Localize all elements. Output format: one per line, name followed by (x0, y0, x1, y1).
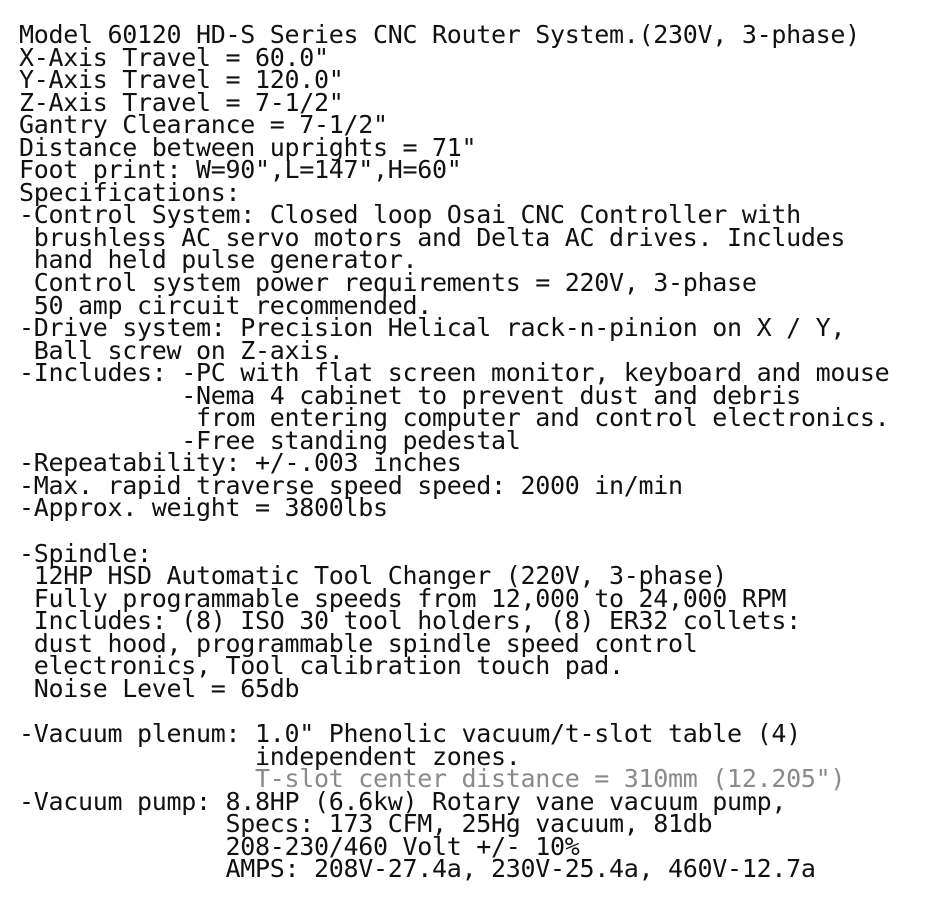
line-z-axis-travel: Z-Axis Travel = 7-1/2" (19, 87, 344, 117)
line-spindle-includes-3: electronics, Tool calibration touch pad. (19, 651, 624, 681)
spec-sheet (19, 20, 924, 884)
line-includes-pedestal: -Free standing pedestal (19, 425, 521, 455)
line-spindle-atc: 12HP HSD Automatic Tool Changer (220V, 3-phase) (19, 561, 728, 591)
line-control-system-3: hand held pulse generator. (19, 245, 418, 275)
line-x-axis-travel: X-Axis Travel = 60.0" (19, 42, 329, 72)
line-weight: -Approx. weight = 3800lbs (19, 493, 388, 523)
line-control-circuit: 50 amp circuit recommended. (19, 290, 433, 320)
line-spindle-includes: Includes: (8) ISO 30 tool holders, (8) ER32 collets: (19, 606, 801, 636)
line-spindle-heading: -Spindle: (19, 538, 152, 568)
line-noise-level: Noise Level = 65db (19, 673, 300, 703)
line-vacuum-pump-specs: Specs: 173 CFM, 25Hg vacuum, 81db (19, 809, 713, 839)
line-spindle-speeds: Fully programmable speeds from 12,000 to 24,000 RPM (19, 583, 787, 613)
line-vacuum-pump-volt: 208-230/460 Volt +/- 10% (19, 831, 580, 861)
line-y-axis-travel: Y-Axis Travel = 120.0" (19, 65, 344, 95)
line-foot-print: Foot print: W=90",L=147",H=60" (19, 155, 462, 185)
line-spindle-includes-2: dust hood, programmable spindle speed control (19, 628, 698, 658)
blank-line (19, 520, 924, 543)
line-vacuum-plenum-2: independent zones. (19, 741, 521, 771)
line-control-power: Control system power requirements = 220V, 3-phase (19, 268, 757, 298)
line-includes-nema: -Nema 4 cabinet to prevent dust and debris (19, 380, 801, 410)
line-includes-nema-2: from entering computer and control electronics. (19, 403, 890, 433)
line-title: Model 60120 HD-S Series CNC Router System.(230V, 3-phase) (19, 20, 860, 49)
line-vacuum-pump: -Vacuum pump: 8.8HP (6.6kw) Rotary vane vacuum pump, (19, 786, 787, 816)
line-control-system: -Control System: Closed loop Osai CNC Controller with (19, 200, 801, 230)
line-drive-system: -Drive system: Precision Helical rack-n-pinion on X / Y, (19, 313, 846, 343)
line-drive-system-2: Ball screw on Z-axis. (19, 335, 344, 365)
line-rapid-traverse: -Max. rapid traverse speed speed: 2000 in/min (19, 470, 683, 500)
line-tslot-distance: T-slot center distance = 310mm (12.205") (19, 764, 846, 794)
line-specifications-heading: Specifications: (19, 177, 241, 207)
line-distance-between-uprights: Distance between uprights = 71" (19, 132, 477, 162)
line-vacuum-pump-amps: AMPS: 208V-27.4a, 230V-25.4a, 460V-12.7a (19, 854, 816, 884)
line-includes-pc: -Includes: -PC with flat screen monitor, keyboard and mouse (19, 358, 890, 388)
line-control-system-2: brushless AC servo motors and Delta AC drives. Includes (19, 222, 846, 252)
line-repeatability: -Repeatability: +/-.003 inches (19, 448, 462, 478)
line-vacuum-plenum: -Vacuum plenum: 1.0" Phenolic vacuum/t-slot table (4) (19, 718, 801, 748)
line-gantry-clearance: Gantry Clearance = 7-1/2" (19, 110, 388, 140)
